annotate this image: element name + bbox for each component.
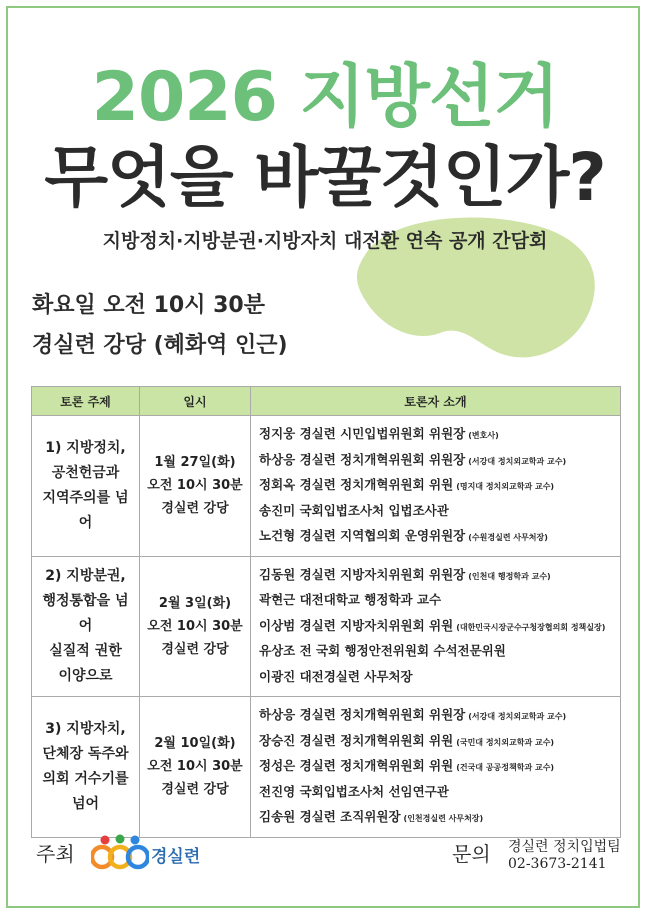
date-line: 2월 10일(화) [154,736,236,752]
event-place: 경실련 강당 (혜화역 인근) [32,333,288,358]
topic-line: 단체장 독주와 [42,745,129,762]
panelist [259,499,612,525]
topic-cell [32,556,140,697]
panelist-cell [251,697,621,838]
topic-cell [32,697,140,838]
topic-line: 넘어 [71,795,100,812]
date-cell [140,416,251,557]
panelist-name: 이상범 경실련 지방자치위원회 위원 [259,617,454,633]
panelist-name: 김동원 경실련 지방자치위원회 위원장 [259,566,466,582]
topic-line: 공천헌금과 [51,464,120,481]
schedule-table [31,386,621,838]
date-line: 2월 3일(화) [158,595,232,611]
contact-phone: 02-3673-2141 [508,856,607,872]
panelist-affiliation: (변호사) [468,431,499,440]
panelist-affiliation: (수원경실련 사무처장) [468,533,548,542]
title-question: 무엇을 바꿀것인가? [44,139,606,216]
table-row [32,556,621,697]
time-line: 오전 10시 30분 [147,759,243,775]
date-cell [140,556,251,697]
venue-line: 경실련 강당 [161,782,229,798]
panelist [259,754,612,780]
panelist-affiliation: (국민대 정치외교학과 교수) [456,737,555,747]
topic-line: 2) 지방분권, [45,567,126,584]
topic-line: 행정통합을 넘어 [42,592,129,634]
panelist-name: 전진영 국회입법조사처 선임연구관 [259,783,449,799]
host-label: 주최 [36,842,75,866]
contact-org: 경실련 정치입법팀 [508,839,621,855]
date-cell [140,697,251,838]
panelist-name: 김송원 경실련 조직위원장 [259,809,401,824]
panelist-name: 유상조 전 국회 행정안전위원회 수석전문위원 [259,643,506,658]
date-line: 1월 27일(화) [154,455,236,471]
panelist-name: 장승진 경실련 정치개혁위원회 위원 [259,732,454,748]
panelist-affiliation: (명지대 정치외교학과 교수) [456,482,555,491]
topic-cell [32,416,140,557]
panelist-name: 정성은 경실련 정치개혁위원회 위원 [259,758,454,773]
subtitle: 지방정치·지방분권·지방자치 대전환 연속 공개 간담회 [102,230,548,252]
title-year-election: 2026 지방선거 [91,58,559,137]
contact-label: 문의 [452,842,491,866]
panelist-affiliation: (서강대 정치외교학과 교수) [468,712,567,721]
panelist-cell [251,416,621,557]
panelist-affiliation: (인천대 행정학과 교수) [468,571,551,581]
panelist-name: 하상응 경실련 정치개혁위원회 위원장 [259,707,466,722]
topic-line: 실질적 권한 [49,642,122,659]
venue-line: 경실련 강당 [161,641,229,657]
panelist-cell [251,556,621,697]
host-logo-name: 경실련 [151,847,201,867]
topic-line: 1) 지방정치, [45,439,126,456]
panelist-name: 곽현근 대전대학교 행정학과 교수 [259,592,442,607]
panelist [259,524,612,550]
panelist-affiliation: (서강대 정치외교학과 교수) [468,456,567,466]
panelist [259,729,612,755]
topic-line: 의회 거수기를 [42,770,129,787]
three-people-logo-icon [91,834,149,870]
time-line: 오전 10시 30분 [147,618,243,634]
venue-line: 경실련 강당 [161,501,229,517]
panelist [259,805,612,831]
panelist-affiliation: (대한민국시장군수구청장협의회 정책실장) [456,622,606,632]
panelist-name: 노건형 경실련 지역협의회 운영위원장 [259,528,466,543]
panelist-name: 정지웅 경실련 시민입법위원회 위원장 [259,426,466,441]
table-row [32,416,621,557]
panelist-name: 정회옥 경실련 정치개혁위원회 위원 [259,477,454,492]
table-row [32,697,621,838]
panelist-name: 송진미 국회입법조사처 입법조사관 [259,502,449,518]
panelist [259,422,612,448]
panelist [259,473,612,499]
header-date: 일시 [140,387,251,416]
topic-line: 지역주의를 넘어 [42,489,129,531]
header-topic: 토론 주제 [32,387,140,416]
table-header-row [32,387,621,416]
panelist [259,780,612,806]
time-line: 오전 10시 30분 [147,478,243,494]
panelist-affiliation: (인천경실련 사무처장) [403,814,484,823]
panelist [259,588,612,614]
panelist [259,665,612,691]
panelist [259,703,612,729]
event-time: 화요일 오전 10시 30분 [32,293,265,318]
header-panelists: 토론자 소개 [251,387,621,416]
panelist [259,639,612,665]
topic-line: 3) 지방자치, [45,720,126,737]
panelist-name: 이광진 대전경실련 사무처장 [259,668,413,684]
event-info [32,286,288,366]
panelist [259,448,612,474]
panelist-affiliation: (건국대 공공정책학과 교수) [456,763,555,772]
panelist-name: 하상응 경실련 정치개혁위원회 위원장 [259,451,466,467]
topic-line: 이양으로 [58,667,113,684]
panelist [259,614,612,640]
panelist [259,563,612,589]
